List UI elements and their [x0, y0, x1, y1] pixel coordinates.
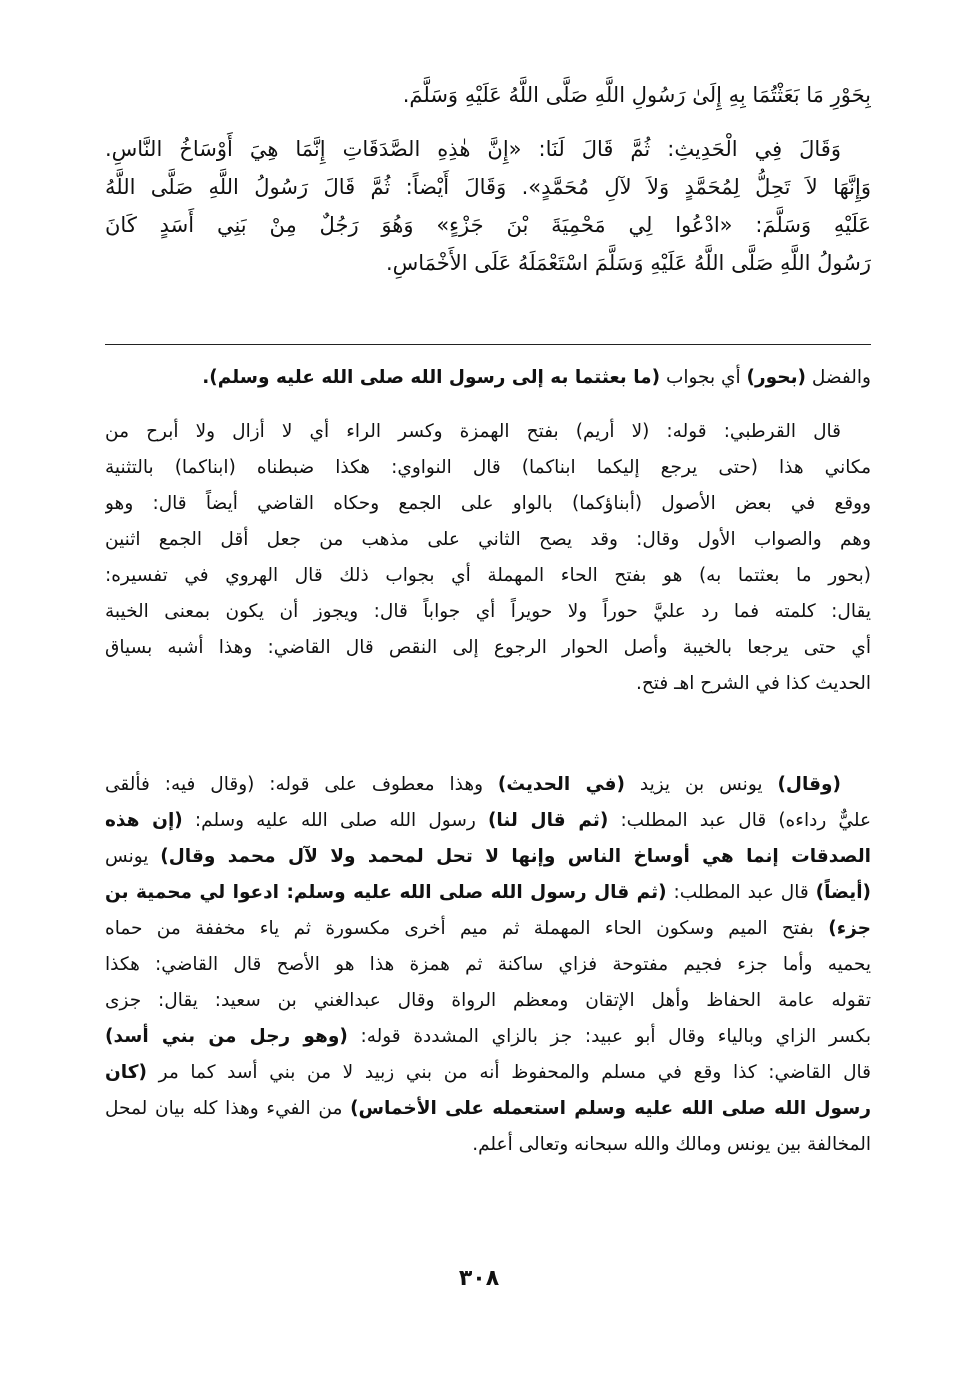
- text-segment: تقوله عامة الحفاظ وأهل الإتقان ومعظم الرواة وقال عبدالغني بن سعيد: يقال: جزى: [105, 990, 871, 1011]
- text-segment: المخالفة بين يونس ومالك والله سبحانه وتعالى أعلم.: [472, 1134, 871, 1155]
- text-segment: قال القاضي: كذا وقع في مسلم والمحفوظ أنه من بني زبيد لا من بني أسد كما مر: [146, 1062, 871, 1083]
- text-line: [105, 875, 871, 911]
- text-line: [105, 911, 871, 947]
- text-segment: من الفيء وهذا كله بيان لمحل: [105, 1098, 351, 1119]
- commentary-paragraph-2: [105, 414, 871, 702]
- text-segment: ووقع في بعض الأصول (أبناؤكما) بالواو على الجمع وحكاه القاضي أيضاً قال: وهو: [105, 493, 871, 514]
- text-segment: وَإِنَّهَا لاَ تَحِلُّ لِمُحَمَّدٍ وَلاَ لآلِ مُحَمَّدٍ». وَقَالَ أَيْضاً: ثُمَّ قَالَ رَسُولُ اللَّهِ صَلَّى اللَّهُ: [105, 175, 871, 199]
- text-line: [105, 206, 871, 244]
- text-line: [105, 130, 871, 168]
- text-segment: الحديث كذا في الشرح اهـ فتح.: [635, 673, 871, 694]
- bold-quote: (بحور): [746, 367, 806, 388]
- main-text: [105, 76, 871, 282]
- text-line: [105, 1019, 871, 1055]
- bold-quote: (في الحديث): [497, 774, 625, 795]
- text-segment: مكاني هذا (حتى يرجع إليكما ابناكما) قال النواوي: هكذا ضبطناه (ابناكما) بالتثنية: [105, 457, 871, 478]
- text-line: [105, 522, 871, 558]
- text-segment: يونس بن يزيد: [624, 774, 778, 795]
- bold-quote: (وقال): [777, 774, 841, 795]
- text-segment: عَلَيْهِ وَسَلَّمَ: «ادْعُوا لِي مَحْمِيَةَ بْنَ جَزْءٍ» وَهُوَ رَجُلٌ مِنْ بَنِي أَسَدٍ كَانَ: [105, 213, 871, 237]
- text-segment: أي بجواب: [660, 367, 747, 388]
- text-segment: وَقَالَ فِي الْحَدِيثِ: ثُمَّ قَالَ لَنَا: «إِنَّ هٰذِهِ الصَّدَقَاتِ إِنَّمَا هِيَ أَوْسَاخُ النَّاسِ.: [105, 137, 841, 161]
- text-line: [105, 630, 871, 666]
- commentary-paragraph-3: [105, 767, 871, 1163]
- bold-quote: (وهو رجل من بني أسد): [105, 1026, 348, 1047]
- text-segment: يقال: كلمته فما رد عليَّ حوراً ولا حويراً أي جواباً قال: ويجوز أن يكون بمعنى الخيبة: [105, 601, 871, 622]
- text-line: [105, 803, 871, 839]
- text-line: [105, 558, 871, 594]
- text-line: [105, 76, 871, 114]
- bold-quote: جزء): [828, 918, 871, 939]
- page-number: ٣٠٨: [458, 1266, 500, 1291]
- text-segment: أي حتى يرجعا بالخيبة وأصل الحوار الرجوع إلى النقص قال القاضي: وهذا أشبه بسياق: [105, 637, 871, 658]
- bold-quote: (أيضاً): [815, 882, 871, 903]
- text-line: [105, 244, 871, 282]
- text-segment: قال عبد المطلب:: [666, 882, 816, 903]
- text-segment: بِحَوْرِ مَا بَعَثْتُمَا بِهِ إِلَىٰ رَسُولِ اللَّهِ صَلَّى اللَّهُ عَلَيْهِ وَسَلَّمَ.: [402, 83, 871, 107]
- text-line: [105, 414, 871, 450]
- text-line: [105, 486, 871, 522]
- text-line: [105, 594, 871, 630]
- text-segment: قال القرطبي: قوله: (لا أريم) بفتح الهمزة وكسر الراء أي لا أزال ولا أبرح من: [105, 421, 841, 442]
- text-segment: (بحور ما بعثتما به) هو بفتح الحاء المهملة أي بجواب ذلك قال الهروي في تفسيره:: [105, 565, 871, 586]
- bold-quote: (إن هذه: [105, 810, 183, 831]
- text-segment: وهم والصواب الأول وقال: وقد يصح الثاني على مذهب من جعل أقل الجمع اثنين: [105, 529, 871, 550]
- bold-quote: الصدقات إنما هي أوساخ الناس وإنها لا تحل لمحمد ولا لآل محمد وقال): [160, 846, 871, 867]
- text-line: [105, 360, 871, 396]
- text-segment: رَسُولُ اللَّهِ صَلَّى اللَّهُ عَلَيْهِ وَسَلَّمَ اسْتَعْمَلَهُ عَلَى الأَخْمَاسِ.: [385, 251, 871, 275]
- text-line: [105, 983, 871, 1019]
- text-line: [105, 168, 871, 206]
- text-line: [105, 1055, 871, 1091]
- bold-quote: (ما بعثتما به إلى رسول الله صلى الله عليه وسلم).: [202, 367, 661, 388]
- text-line: [105, 839, 871, 875]
- text-line: [105, 666, 871, 702]
- text-line: [105, 1091, 871, 1127]
- text-segment: يحميه وأما جزء فجيم مفتوحة فزاي ساكنة ثم همزة هذا هو الأصح قال القاضي: هكذا: [105, 954, 871, 975]
- commentary-paragraph-1: [105, 360, 871, 396]
- text-line: [105, 947, 871, 983]
- bold-quote: رسول الله صلى الله عليه وسلم استعمله على الأخماس): [350, 1098, 871, 1119]
- text-segment: وهذا معطوف على قوله: (وقال فيه: فألقى: [105, 774, 498, 795]
- text-line: [105, 450, 871, 486]
- text-segment: بفتح الميم وسكون الحاء المهملة ثم ميم أخرى مكسورة ثم ياء مخففة من حماه: [105, 918, 829, 939]
- text-segment: والفضل: [805, 367, 871, 388]
- text-segment: رسول الله صلى الله عليه وسلم:: [182, 810, 488, 831]
- paragraph-gap: [105, 114, 871, 130]
- text-line: [105, 767, 871, 803]
- text-segment: بكسر الزاي وبالياء وقال أبو عبيد: جز بالزاي المشددة قوله:: [347, 1026, 871, 1047]
- bold-quote: (ثم قال رسول الله صلى الله عليه وسلم: ادعوا لي محمية بن: [105, 882, 667, 903]
- footnote-separator: [105, 344, 871, 345]
- text-segment: يونس: [105, 846, 161, 867]
- text-segment: عليٌّ رداءه) قال عبد المطلب:: [608, 810, 871, 831]
- bold-quote: (كان: [105, 1062, 147, 1083]
- text-line: [105, 1127, 871, 1163]
- bold-quote: (ثم قال لنا): [487, 810, 609, 831]
